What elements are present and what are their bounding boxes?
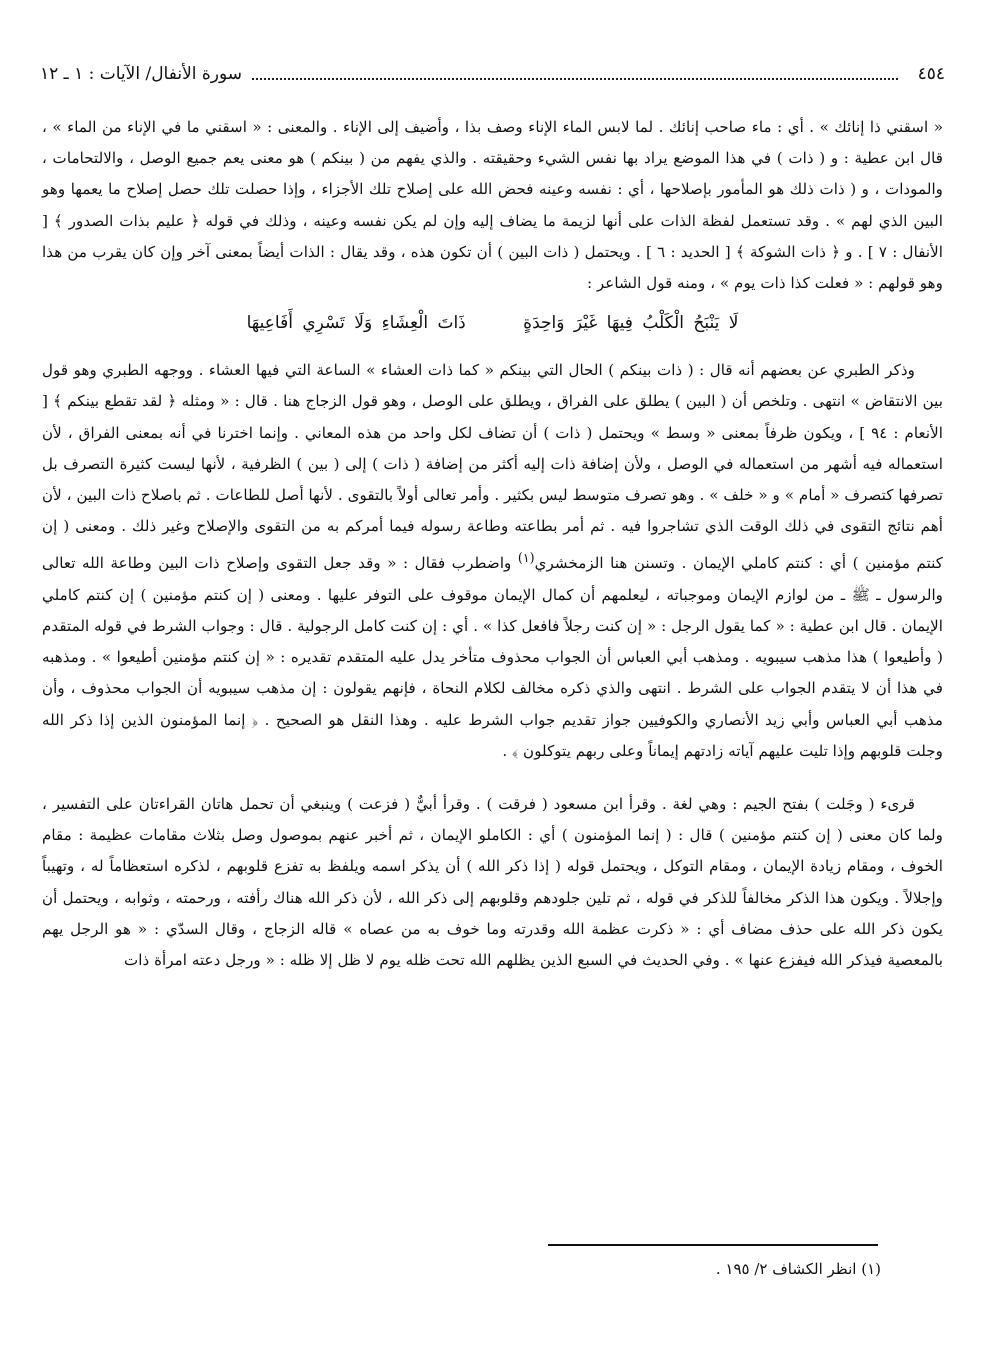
footnote-rule — [548, 1244, 878, 1246]
paragraph: قرىء ( وجَلت ) بفتح الجيم : وهي لغة . وقرأ ابن مسعود ( فرقت ) . وقرأ أبيٌّ ( فزعت ) وينبغي أن تحمل هاتان القراءتان على التفسير ، ولما كان معنى ( إن كنتم مؤمنين ) قال : ( إنما المؤمنون ) أي : الكاملو الإيمان ، ثم أخبر عنهم بموصول وصل بثلاث مقامات عظيمة : مقام الخوف ، ومقام زيادة الإيمان ، ومقام التوكل ، ويحتمل قوله ( إذا ذكر الله ) أن يذكر اسمه ويلفظ به تفزع قلوبهم ، لذكره استعظاماً له ، وتهيباً وإجلالاً . ويكون هذا الذكر مخالفاً للذكر في قوله ، ثم تلين جلودهم وقلوبهم إلى ذكر الله ، لأن ذكر الله هناك رأفته ، ورحمته ، وثوابه ، ويحتمل أن يكون ذكر الله على حذف مضاف أي : « ذكرت عظمة الله وقدرته وما خوف به من عصاه » قاله الزجاج ، وقال السدّي : « هو الرجل يهم بالمعصية فيذكر الله فيفزع عنها » . وفي الحديث في السبع الذين يظلهم الله تحت ظله يوم لا ظل إلا ظله : « ورجل دعته امرأة ذات — [42, 794, 943, 969]
paragraph-text: واضطرب فقال : « وقد جعل التقوى وإصلاح ذات البين وطاعة الله تعالى والرسول ـ ﷺ ـ من لوازم الإيمان وموجباته ، ليعلمهم أن كمال الإيمان موقوف على التوفر عليها . ومعنى ( إن كنتم مؤمنين ) إن كنتم كاملي الإيمان . قال ابن عطية : « كما يقول الرجل : « إن كنت رجلاً فافعل كذا » . أي : إن كنت كامل الرجولية . قال : وجواب الشرط في قوله المتقدم ( وأطيعوا ) هذا مذهب سيبويه . ومذهب أبي العباس أن الجواب محذوف متأخر يدل عليه المتقدم تقديره : « إن كنتم مؤمنين أطيعوا » . ومذهبه في هذا أن لا يتقدم الجواب على الشرط . انتهى والذي ذكره مخالف لكلام النحاة ، فإنهم يقولون : إن مذهب سيبويه أن الجواب محذوف ، وأن مذهب أبي العباس وأبي زيد الأنصاري والكوفيين جواز تقديم جواب الشرط عليه . وهذا النقل هو الصحيح . ﴿ إنما المؤمنون الذين إذا ذكر الله وجلت قلوبهم وإذا تليت عليهم آياته زادتهم إيماناً وعلى ربهم يتوكلون ﴾ . — [42, 554, 943, 760]
verse-hemistich-first: لَا يَنْبَحُ الْكَلْبُ فِيهَا غَيْرَ وَاحِدَةٍ — [523, 313, 739, 334]
header-title: سورة الأنفال/ الآيات : ١ ـ ١٢ — [40, 64, 243, 84]
page-body — [42, 112, 943, 976]
verse-hemistich-second: ذَاتَ الْعِشَاءِ وَلَا تَسْرِي أَفَاعِيهَا — [246, 313, 466, 334]
paragraph-text: وذكر الطبري عن بعضهم أنه قال : ( ذات بينكم ) الحال التي بينكم « كما ذات العشاء » الساعة التي فيها العشاء . ووجهه الطبري وهو قول بين الانتقاض » انتهى . وتلخص أن ( البين ) يطلق على الفراق ، ويطلق على الوصل ، وهو قول الزجاج هنا . قال : « ومثله ﴿ لقد تقطع بينكم ﴾ [ الأنعام : ٩٤ ] ، ويكون ظرفاً بمعنى « وسط » ويحتمل ( ذات ) أن تضاف لكل واحد من هذه المعاني . وإنما اخترنا في أنه بمعنى الفراق ، لأن استعماله فيه أشهر من استعماله في الوصل ، ولأن إضافة ذات إليه أكثر من إضافة ( ذات ) إلى ( بين ) الظرفية ، لأنها ليست كثيرة التصرف بل تصرفها كتصرف « أمام » و « خلف » . وهو تصرف متوسط ليس بكثير . وأمر تعالى أولاً بالتقوى . لأنها أصل للطاعات . ثم باصلاح ذات البين ، لأن أهم نتائج التقوى في ذلك الوقت الذي تشاجروا فيه . ثم أمر بطاعته وطاعة رسوله فيما أمركم به من التقوى والإصلاح وغير ذلك . ومعنى ( إن كنتم مؤمنين ) أي : كنتم كاملي الإيمان . وتسنن هنا الزمخشري — [42, 361, 943, 573]
footnote-marker: (١) — [517, 550, 535, 566]
paragraph — [42, 355, 943, 767]
paragraph-gap — [42, 767, 943, 789]
page-number: ٤٥٤ — [917, 64, 945, 84]
poetry-verse — [42, 305, 943, 341]
paragraph: « اسقني ذا إنائك » . أي : ماء صاحب إنائك . لما لابس الماء الإناء وصف بذا ، وأضيف إلى الإناء . والمعنى : « اسقني ما في الإناء من الماء » ، قال ابن عطية : و ( ذات ) في هذا الموضع يراد بها نفس الشيء وحقيقته . والذي يفهم من ( بينكم ) هو معنى يعم جميع الوصل ، والالتحامات ، والمودات ، و ( ذات ذلك هو المأمور بإصلاحها ، أي : نفسه وعينه فحض الله على إصلاح تلك الأجزاء ، وإذا حصلت تلك حصل إصلاح ما يعمها وهو البين الذي لهم » . وقد تستعمل لفظة الذات على أنها لزيمة ما يضاف إليه وإن لم يكن نفسه وعينه ، وذلك في قوله ﴿ عليم بذات الصدور ﴾ [ الأنفال : ٧ ] . و ﴿ ذات الشوكة ﴾ [ الحديد : ٦ ] . ويحتمل ( ذات البين ) أن تكون هذه ، وقد يقال : الذات أيضاً بمعنى آخر وإن كان يقرب من هذا وهو قولهم : « فعلت كذا ذات يوم » ، ومنه قول الشاعر : — [42, 118, 943, 293]
footnote: (١) انظر الكشاف ٢/ ١٩٥ . — [715, 1260, 881, 1278]
header-dotted-leader — [252, 68, 898, 80]
page-header — [40, 58, 945, 90]
